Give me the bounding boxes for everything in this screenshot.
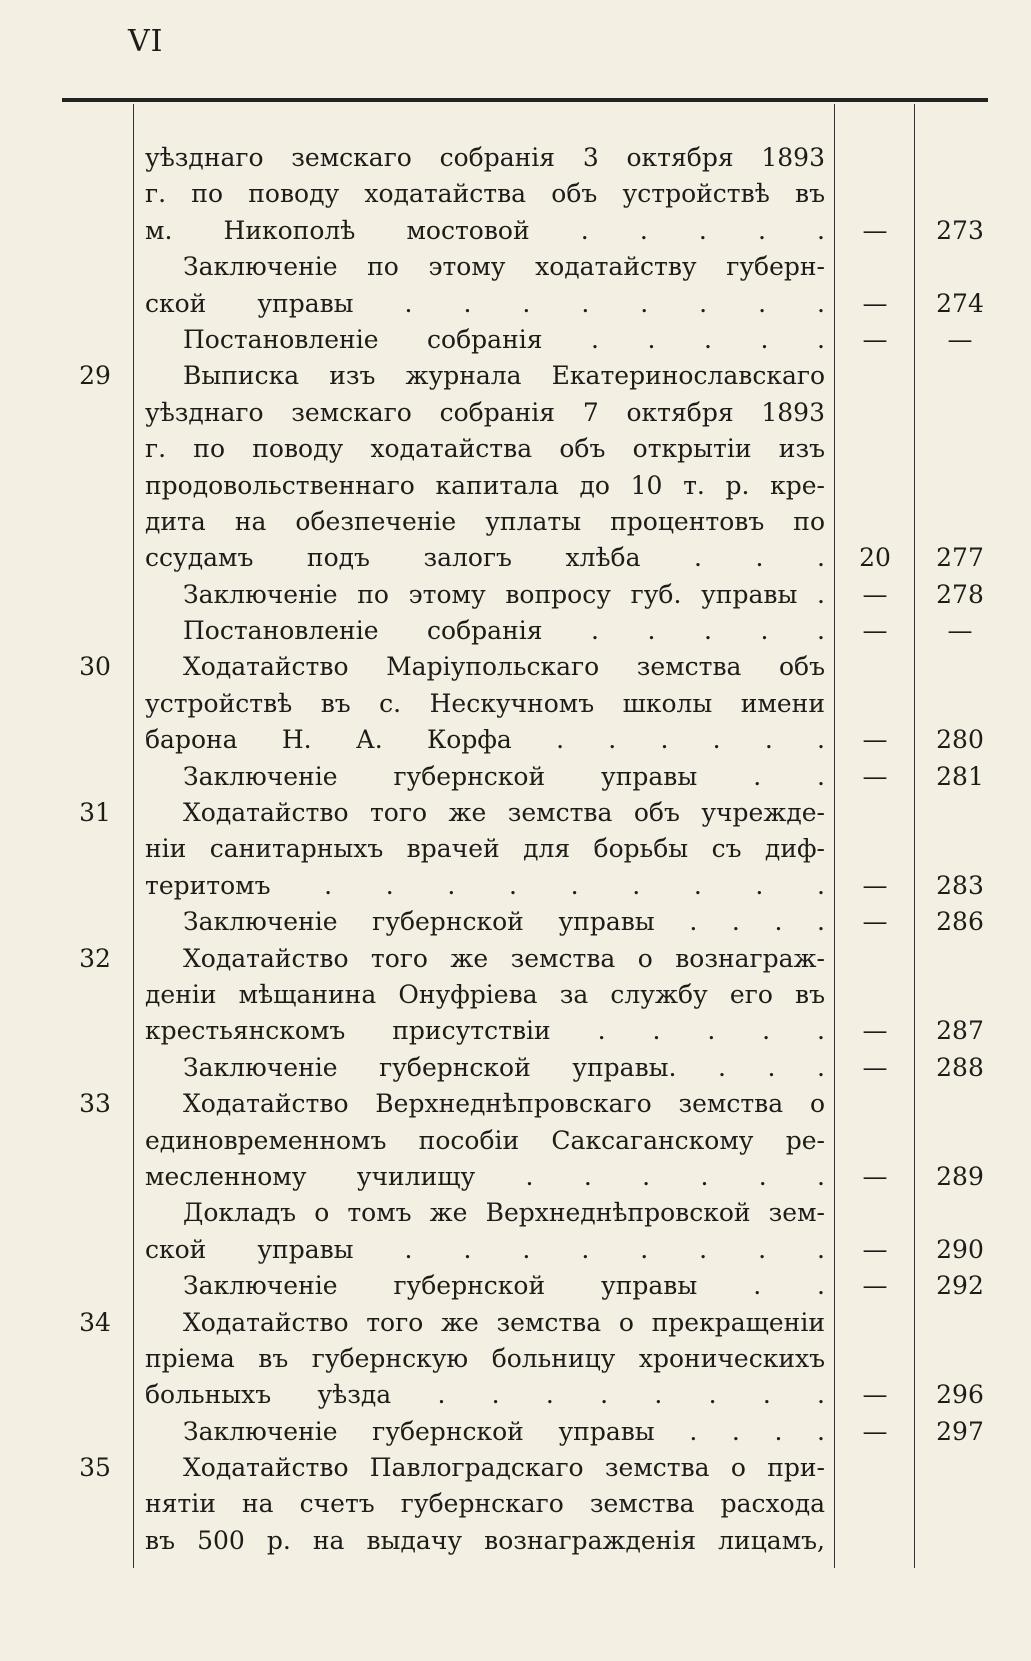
table-row [0,1050,1031,1086]
table-row [0,358,1031,394]
page-reference: 286 [936,907,984,937]
page-reference: 277 [936,543,984,573]
table-row [0,1305,1031,1341]
column-2-value: — [862,1380,888,1410]
column-2-value: — [862,616,888,646]
table-row [0,1232,1031,1268]
table-row [0,977,1031,1013]
table-row [0,176,1031,212]
item-description: Заключеніе губернской управы . . [183,1271,825,1301]
item-description: Ходатайство Павлоградскаго земства о при- [183,1453,825,1483]
table-row [0,286,1031,322]
item-description: единовременномъ пособіи Саксаганскому ре- [145,1125,825,1155]
table-row [0,686,1031,722]
column-2-value: — [862,761,888,791]
item-description: пріема въ губернскую больницу хроническихъ [145,1343,825,1373]
table-row [0,868,1031,904]
page-reference: 280 [936,725,984,755]
page-reference: 287 [936,1016,984,1046]
table-row [0,1486,1031,1522]
item-number: 33 [79,1089,111,1119]
item-description: нятіи на счетъ губернскаго земства расхода [145,1489,825,1519]
item-number: 29 [79,361,111,391]
item-description: барона Н. А. Корфа . . . . . . [145,725,825,755]
column-2-value: — [862,215,888,245]
page-number: VI [128,24,164,59]
page-reference: — [947,324,973,354]
table-row [0,1195,1031,1231]
table-row [0,1159,1031,1195]
table-row [0,1414,1031,1450]
item-description: теритомъ . . . . . . . . . [145,870,825,900]
table-row [0,213,1031,249]
item-description: Постановленіе собранія . . . . . [183,324,825,354]
page-reference: — [947,616,973,646]
table-row [0,431,1031,467]
table-row [0,722,1031,758]
column-2-value: — [862,1271,888,1301]
item-description: г. по поводу ходатайства объ открытіи изъ [145,434,825,464]
table-row [0,613,1031,649]
table-row [0,395,1031,431]
item-number: 32 [79,943,111,973]
table-row [0,577,1031,613]
item-description: Заключеніе губернской управы . . [183,761,825,791]
column-2-value: — [862,324,888,354]
column-2-value: — [862,870,888,900]
table-row [0,504,1031,540]
item-description: уѣзднаго земскаго собранія 3 октября 1893 [145,143,825,172]
column-2-value: — [862,288,888,318]
column-2-value: — [862,907,888,937]
item-number: 30 [79,652,111,682]
item-description: Ходатайство Верхнеднѣпровскаго земства о [183,1089,825,1119]
table-row [0,1013,1031,1049]
page-reference: 289 [936,1161,984,1191]
item-description: Выписка изъ журнала Екатеринославскаго [183,361,825,391]
item-description: устройствѣ въ с. Нескучномъ школы имени [145,688,825,718]
page-reference: 292 [936,1271,984,1301]
item-description: Ходатайство того же земства о вознаграж- [183,943,825,973]
page-reference: 297 [936,1416,984,1446]
table-row [0,831,1031,867]
page-reference: 290 [936,1234,984,1264]
item-description: Заключеніе губернской управы . . . . [183,1416,825,1446]
item-description: ской управы . . . . . . . . [145,288,825,318]
table-row [0,904,1031,940]
item-description: ссудамъ подъ залогъ хлѣба . . . [145,543,825,573]
item-description: Докладъ о томъ же Верхнеднѣпровской зем- [183,1198,825,1228]
table-row [0,322,1031,358]
table-row [0,1450,1031,1486]
column-2-value: — [862,1234,888,1264]
table-row [0,468,1031,504]
page-reference: 278 [936,579,984,609]
item-description: крестьянскомъ присутствіи . . . . . [145,1016,825,1046]
table-row [0,649,1031,685]
table-row [0,249,1031,285]
item-description: месленному училищу . . . . . . [145,1161,825,1191]
item-description: больныхъ уѣзда . . . . . . . . [145,1380,825,1410]
table-row [0,140,1031,176]
table-row [0,1341,1031,1377]
table-of-contents [0,140,1031,1559]
table-row [0,1268,1031,1304]
header-rule [62,98,988,102]
item-description: деніи мѣщанина Онуфріева за службу его въ [145,979,825,1009]
item-description: Ходатайство того же земства о прекращеніи [183,1307,825,1337]
item-description: Ходатайство Маріупольскаго земства объ [183,652,825,682]
item-description: Заключеніе губернской управы . . . . [183,907,825,937]
item-description: дита на обезпеченіе уплаты процентовъ по [145,506,825,536]
item-description: ской управы . . . . . . . . [145,1234,825,1264]
item-description: въ 500 р. на выдачу вознагражденія лицамъ, [145,1525,825,1555]
table-row [0,1086,1031,1122]
table-row [0,540,1031,576]
item-description: продовольственнаго капитала до 10 т. р. кре- [145,470,825,500]
item-description: уѣзднаго земскаго собранія 7 октября 1893 [145,397,825,427]
item-description: Заключеніе по этому ходатайству губерн- [183,252,825,282]
page-reference: 281 [936,761,984,791]
item-description: Ходатайство того же земства объ учрежде- [183,798,825,828]
item-description: Заключеніе губернской управы. . . . [183,1052,825,1082]
column-2-value: — [862,1052,888,1082]
item-description: Постановленіе собранія . . . . . [183,616,825,646]
page-reference: 283 [936,870,984,900]
item-number: 35 [79,1453,111,1483]
column-2-value: 20 [859,543,891,573]
item-description: ніи санитарныхъ врачей для борьбы съ диф- [145,834,825,864]
column-2-value: — [862,725,888,755]
table-row [0,759,1031,795]
column-2-value: — [862,1416,888,1446]
page-reference: 274 [936,288,984,318]
item-description: г. по поводу ходатайства объ устройствѣ въ [145,179,825,209]
table-row [0,1377,1031,1413]
table-row [0,1523,1031,1559]
table-row [0,1123,1031,1159]
table-row [0,795,1031,831]
column-2-value: — [862,579,888,609]
item-description: Заключеніе по этому вопросу губ. управы . [183,579,825,609]
column-2-value: — [862,1161,888,1191]
page-reference: 288 [936,1052,984,1082]
item-number: 34 [79,1307,111,1337]
table-row [0,941,1031,977]
page-reference: 296 [936,1380,984,1410]
item-number: 31 [79,798,111,828]
column-2-value: — [862,1016,888,1046]
item-description: м. Никополѣ мостовой . . . . . [145,215,825,245]
page-reference: 273 [936,215,984,245]
